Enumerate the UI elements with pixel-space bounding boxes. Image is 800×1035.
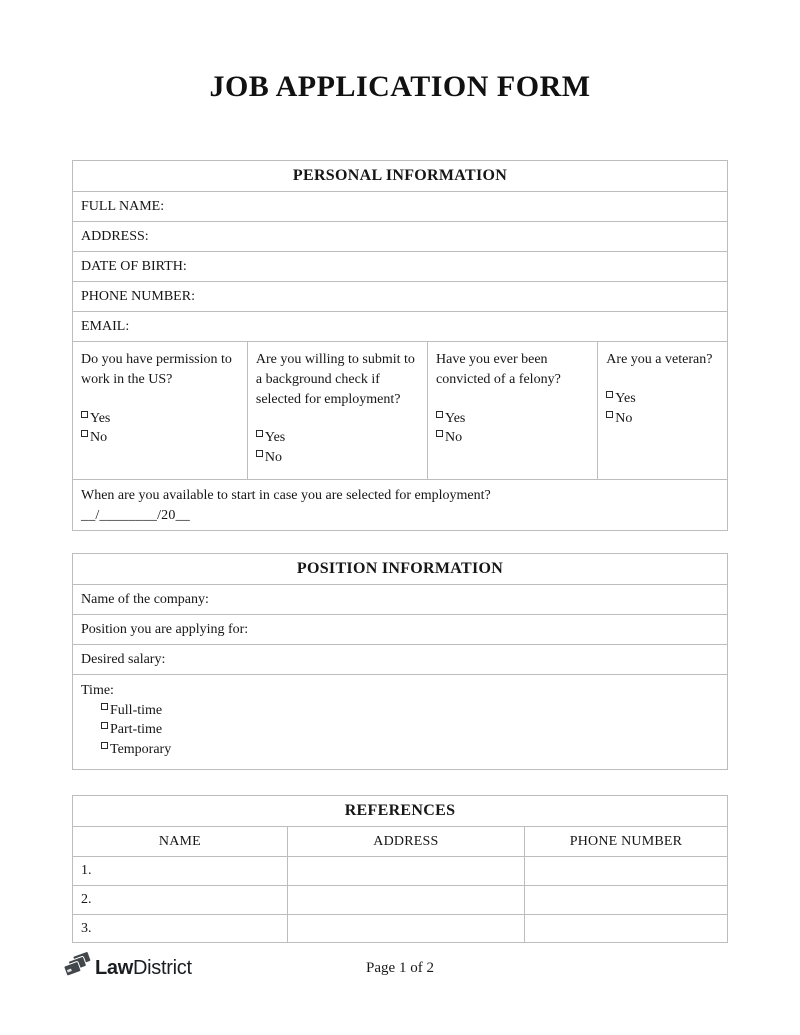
references-col-address: ADDRESS (287, 827, 524, 857)
work-permission-no-label: No (90, 430, 108, 446)
eligibility-questions-row (73, 342, 728, 480)
reference-1-number: 1. (81, 863, 92, 879)
desired-salary-field[interactable] (73, 644, 728, 674)
page-title: JOB APPLICATION FORM (209, 70, 591, 103)
personal-information-header: PERSONAL INFORMATION (73, 161, 728, 192)
question-work-permission-cell (73, 342, 248, 480)
address-label: ADDRESS: (81, 229, 149, 245)
full-time-checkbox[interactable] (101, 703, 108, 710)
time-row (73, 674, 728, 769)
time-options (81, 701, 719, 760)
reference-3-address-cell[interactable] (287, 914, 524, 943)
references-column-header-row (73, 827, 728, 857)
reference-3-phone-cell[interactable] (524, 914, 727, 943)
work-permission-yes-label: Yes (90, 410, 111, 426)
background-check-yes-label: Yes (264, 430, 286, 446)
time-cell (73, 674, 728, 769)
full-name-label: FULL NAME: (81, 199, 165, 215)
reference-1-name-cell[interactable] (73, 857, 288, 886)
reference-row-2 (73, 885, 728, 914)
question-veteran-cell (598, 342, 728, 480)
references-header-row (73, 795, 728, 826)
veteran-no-checkbox[interactable] (606, 411, 613, 418)
references-col-name: NAME (73, 827, 288, 857)
full-time-label: Full-time (110, 702, 163, 718)
question-felony-cell (428, 342, 598, 480)
question-veteran-text: Are you a veteran? (606, 352, 713, 368)
references-header: REFERENCES (73, 795, 728, 826)
date-of-birth-field[interactable] (73, 252, 728, 282)
position-applied-field[interactable] (73, 614, 728, 644)
veteran-yes-label: Yes (615, 390, 636, 406)
document-content (72, 160, 728, 943)
time-label: Time: (81, 682, 114, 698)
reference-2-phone-cell[interactable] (524, 885, 727, 914)
spacer (606, 370, 719, 389)
veteran-yes-checkbox[interactable] (606, 391, 613, 398)
reference-2-address-cell[interactable] (287, 885, 524, 914)
reference-1-address-cell[interactable] (287, 857, 524, 886)
references-table (72, 795, 728, 943)
spacer (436, 390, 589, 409)
position-applied-label: Position you are applying for: (81, 621, 249, 637)
work-permission-yes-checkbox[interactable] (81, 411, 88, 418)
company-name-label: Name of the company: (81, 591, 209, 607)
spacer (81, 390, 239, 409)
references-col-phone: PHONE NUMBER (524, 827, 727, 857)
page-footer (0, 950, 800, 986)
field-row-phone-number (73, 282, 728, 312)
availability-cell[interactable] (73, 480, 728, 530)
reference-2-name-cell[interactable] (73, 885, 288, 914)
work-permission-no-checkbox[interactable] (81, 430, 88, 437)
availability-question: When are you available to start in case you are selected for employment? (81, 488, 491, 504)
field-row-email (73, 312, 728, 342)
position-information-header: POSITION INFORMATION (73, 553, 728, 584)
part-time-label: Part-time (110, 722, 163, 738)
personal-information-table (72, 160, 728, 531)
question-background-check-cell (247, 342, 427, 480)
field-row-company-name (73, 584, 728, 614)
background-check-no-label: No (264, 449, 282, 465)
field-row-desired-salary (73, 644, 728, 674)
felony-yes-checkbox[interactable] (436, 411, 443, 418)
part-time-checkbox[interactable] (101, 722, 108, 729)
reference-2-number: 2. (81, 891, 92, 907)
question-felony-text: Have you ever been convicted of a felony? (436, 352, 561, 387)
question-background-check-text: Are you willing to submit to a background check if selected for employment? (255, 352, 415, 407)
reference-1-phone-cell[interactable] (524, 857, 727, 886)
temporary-label: Temporary (110, 741, 172, 757)
felony-yes-label: Yes (445, 410, 466, 426)
availability-date-blank[interactable]: __/________/20__ (81, 507, 190, 523)
date-of-birth-label: DATE OF BIRTH: (81, 259, 187, 275)
phone-number-field[interactable] (73, 282, 728, 312)
availability-row (73, 480, 728, 530)
address-field[interactable] (73, 222, 728, 252)
reference-3-name-cell[interactable] (73, 914, 288, 943)
position-information-table (72, 553, 728, 770)
desired-salary-label: Desired salary: (81, 651, 166, 667)
personal-information-header-row (73, 161, 728, 192)
field-row-date-of-birth (73, 252, 728, 282)
field-row-position-applied (73, 614, 728, 644)
reference-row-1 (73, 857, 728, 886)
email-label: EMAIL: (81, 319, 130, 335)
felony-no-label: No (445, 430, 463, 446)
email-field[interactable] (73, 312, 728, 342)
background-check-yes-checkbox[interactable] (256, 430, 263, 437)
field-row-full-name (73, 192, 728, 222)
temporary-checkbox[interactable] (101, 742, 108, 749)
company-name-field[interactable] (73, 584, 728, 614)
full-name-field[interactable] (73, 192, 728, 222)
question-work-permission-text: Do you have permission to work in the US? (81, 352, 232, 387)
felony-no-checkbox[interactable] (436, 430, 443, 437)
page-indicator: Page 1 of 2 (366, 960, 434, 976)
field-row-address (73, 222, 728, 252)
phone-number-label: PHONE NUMBER: (81, 289, 195, 305)
reference-3-number: 3. (81, 920, 92, 936)
wordmark-law: Law (95, 956, 133, 979)
background-check-no-checkbox[interactable] (256, 450, 263, 457)
spacer (256, 409, 419, 428)
veteran-no-label: No (615, 410, 633, 426)
reference-row-3 (73, 914, 728, 943)
wordmark-district: District (133, 956, 192, 979)
position-information-header-row (73, 553, 728, 584)
